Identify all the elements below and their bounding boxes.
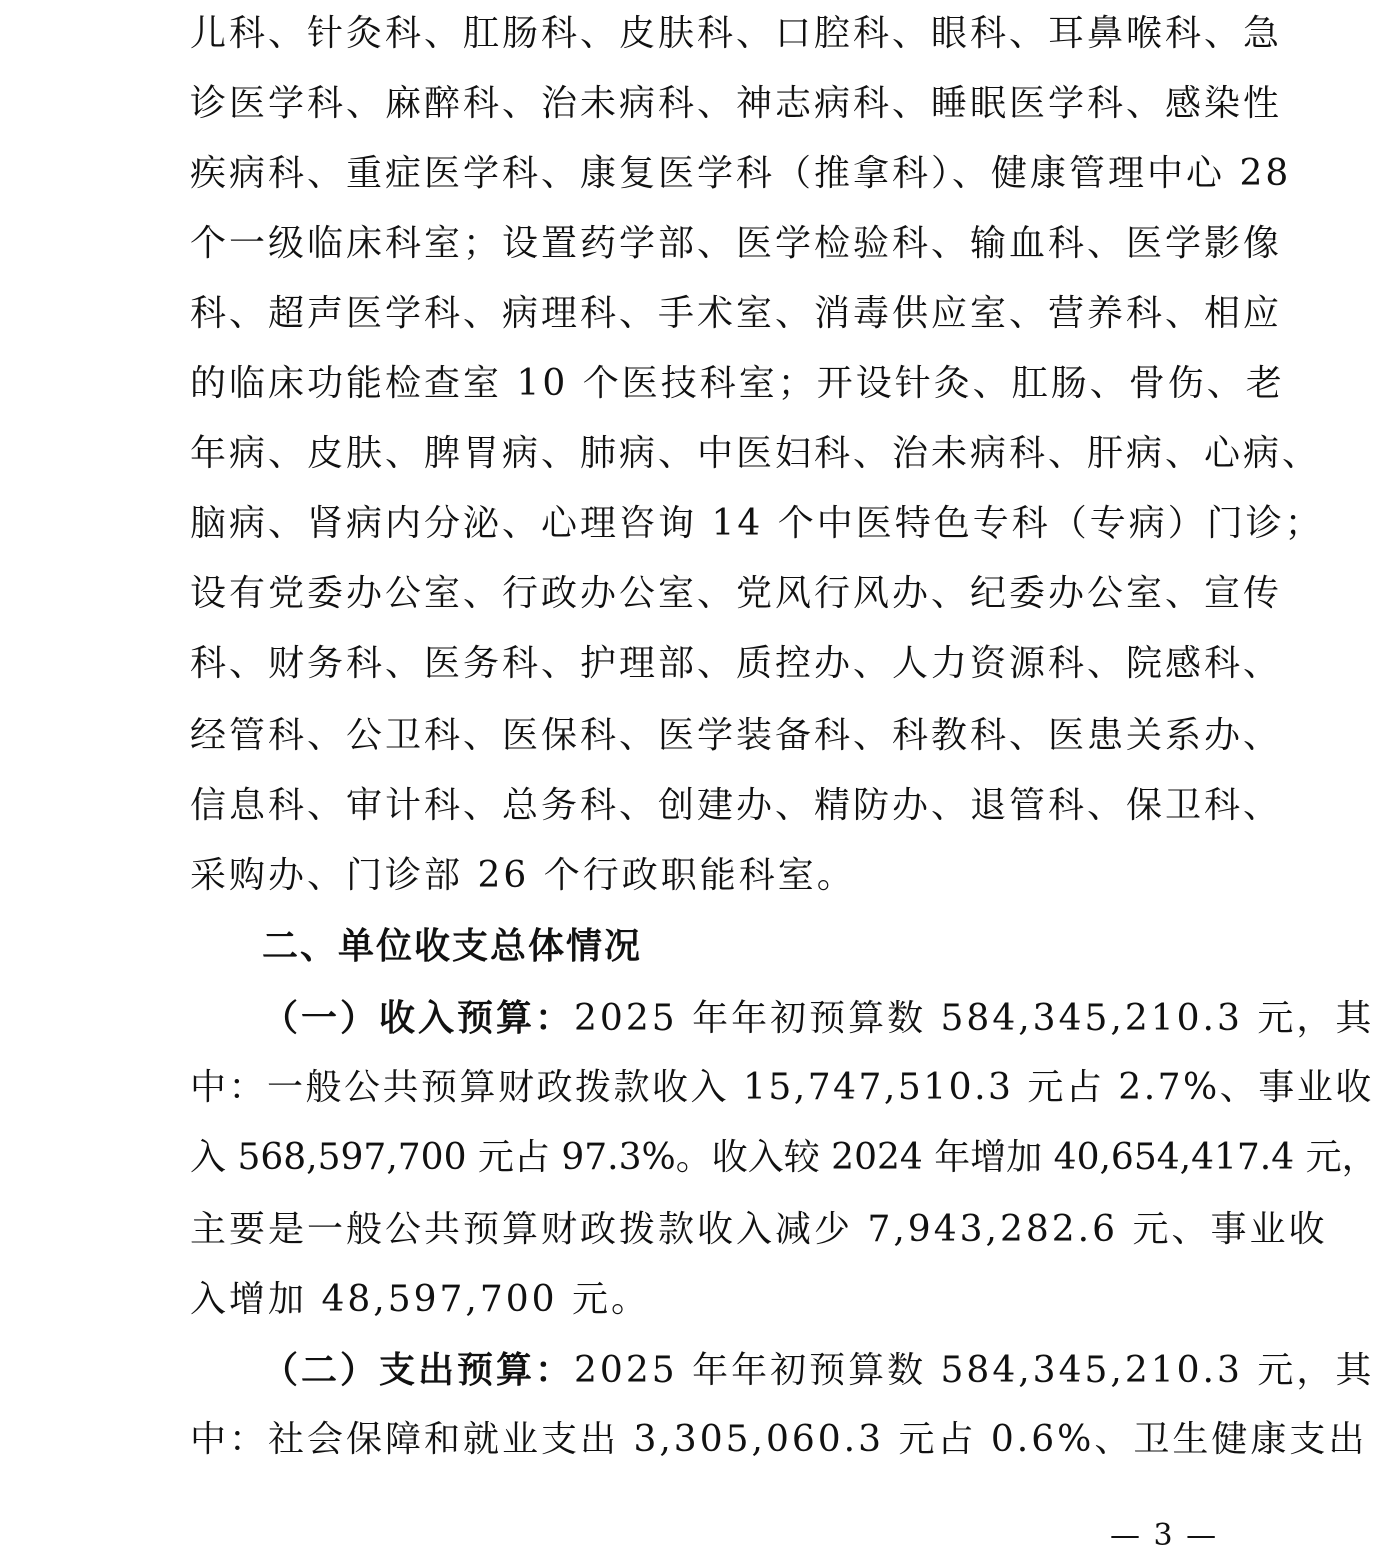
body-line: 诊医学科、麻醉科、治未病科、神志病科、睡眠医学科、感染性 — [190, 83, 1283, 124]
expense-first-line — [262, 1346, 1375, 1395]
body-line: 脑病、肾病内分泌、心理咨询 14 个中医特色专科（专病）门诊； — [190, 503, 1324, 544]
body-line: 科、超声医学科、病理科、手术室、消毒供应室、营养科、相应 — [190, 293, 1283, 334]
income-first-line — [262, 994, 1375, 1043]
body-line: 疾病科、重症医学科、康复医学科（推拿科）、健康管理中心 28 — [190, 153, 1292, 194]
body-line: 信息科、审计科、总务科、创建办、精防办、退管科、保卫科、 — [190, 785, 1283, 826]
income-text: 2025 年年初预算数 584,345,210.3 元，其 — [574, 998, 1375, 1039]
body-line: 经管科、公卫科、医保科、医学装备科、科教科、医患关系办、 — [190, 715, 1283, 756]
body-line: 设有党委办公室、行政办公室、党风行风办、纪委办公室、宣传 — [190, 573, 1283, 614]
body-line: 入 568,597,700 元占 97.3%。收入较 2024 年增加 40,654,417.4 元， — [190, 1137, 1378, 1178]
body-line: 个一级临床科室；设置药学部、医学检验科、输血科、医学影像 — [190, 223, 1283, 264]
expense-label: （二）支出预算： — [262, 1349, 575, 1391]
body-line: 入增加 48,597,700 元。 — [190, 1279, 651, 1320]
body-line: 年病、皮肤、脾胃病、肺病、中医妇科、治未病科、肝病、心病、 — [190, 433, 1322, 474]
body-line: 科、财务科、医务科、护理部、质控办、人力资源科、院感科、 — [190, 643, 1283, 684]
page-number: — 3 — — [1110, 1518, 1219, 1553]
body-line: 采购办、门诊部 26 个行政职能科室。 — [190, 855, 856, 896]
body-line: 中：社会保障和就业支出 3,305,060.3 元占 0.6%、卫生健康支出 — [190, 1419, 1368, 1460]
body-line: 的临床功能检查室 10 个医技科室；开设针灸、肛肠、骨伤、老 — [190, 363, 1285, 404]
body-line: 主要是一般公共预算财政拨款收入减少 7,943,282.6 元、事业收 — [190, 1209, 1328, 1250]
expense-text: 2025 年年初预算数 584,345,210.3 元，其 — [574, 1350, 1375, 1391]
body-line: 儿科、针灸科、肛肠科、皮肤科、口腔科、眼科、耳鼻喉科、急 — [190, 13, 1283, 54]
body-line: 中：一般公共预算财政拨款收入 15,747,510.3 元占 2.7%、事业收 — [190, 1067, 1374, 1108]
section-heading: 二、单位收支总体情况 — [262, 925, 643, 967]
income-label: （一）收入预算： — [262, 997, 575, 1039]
